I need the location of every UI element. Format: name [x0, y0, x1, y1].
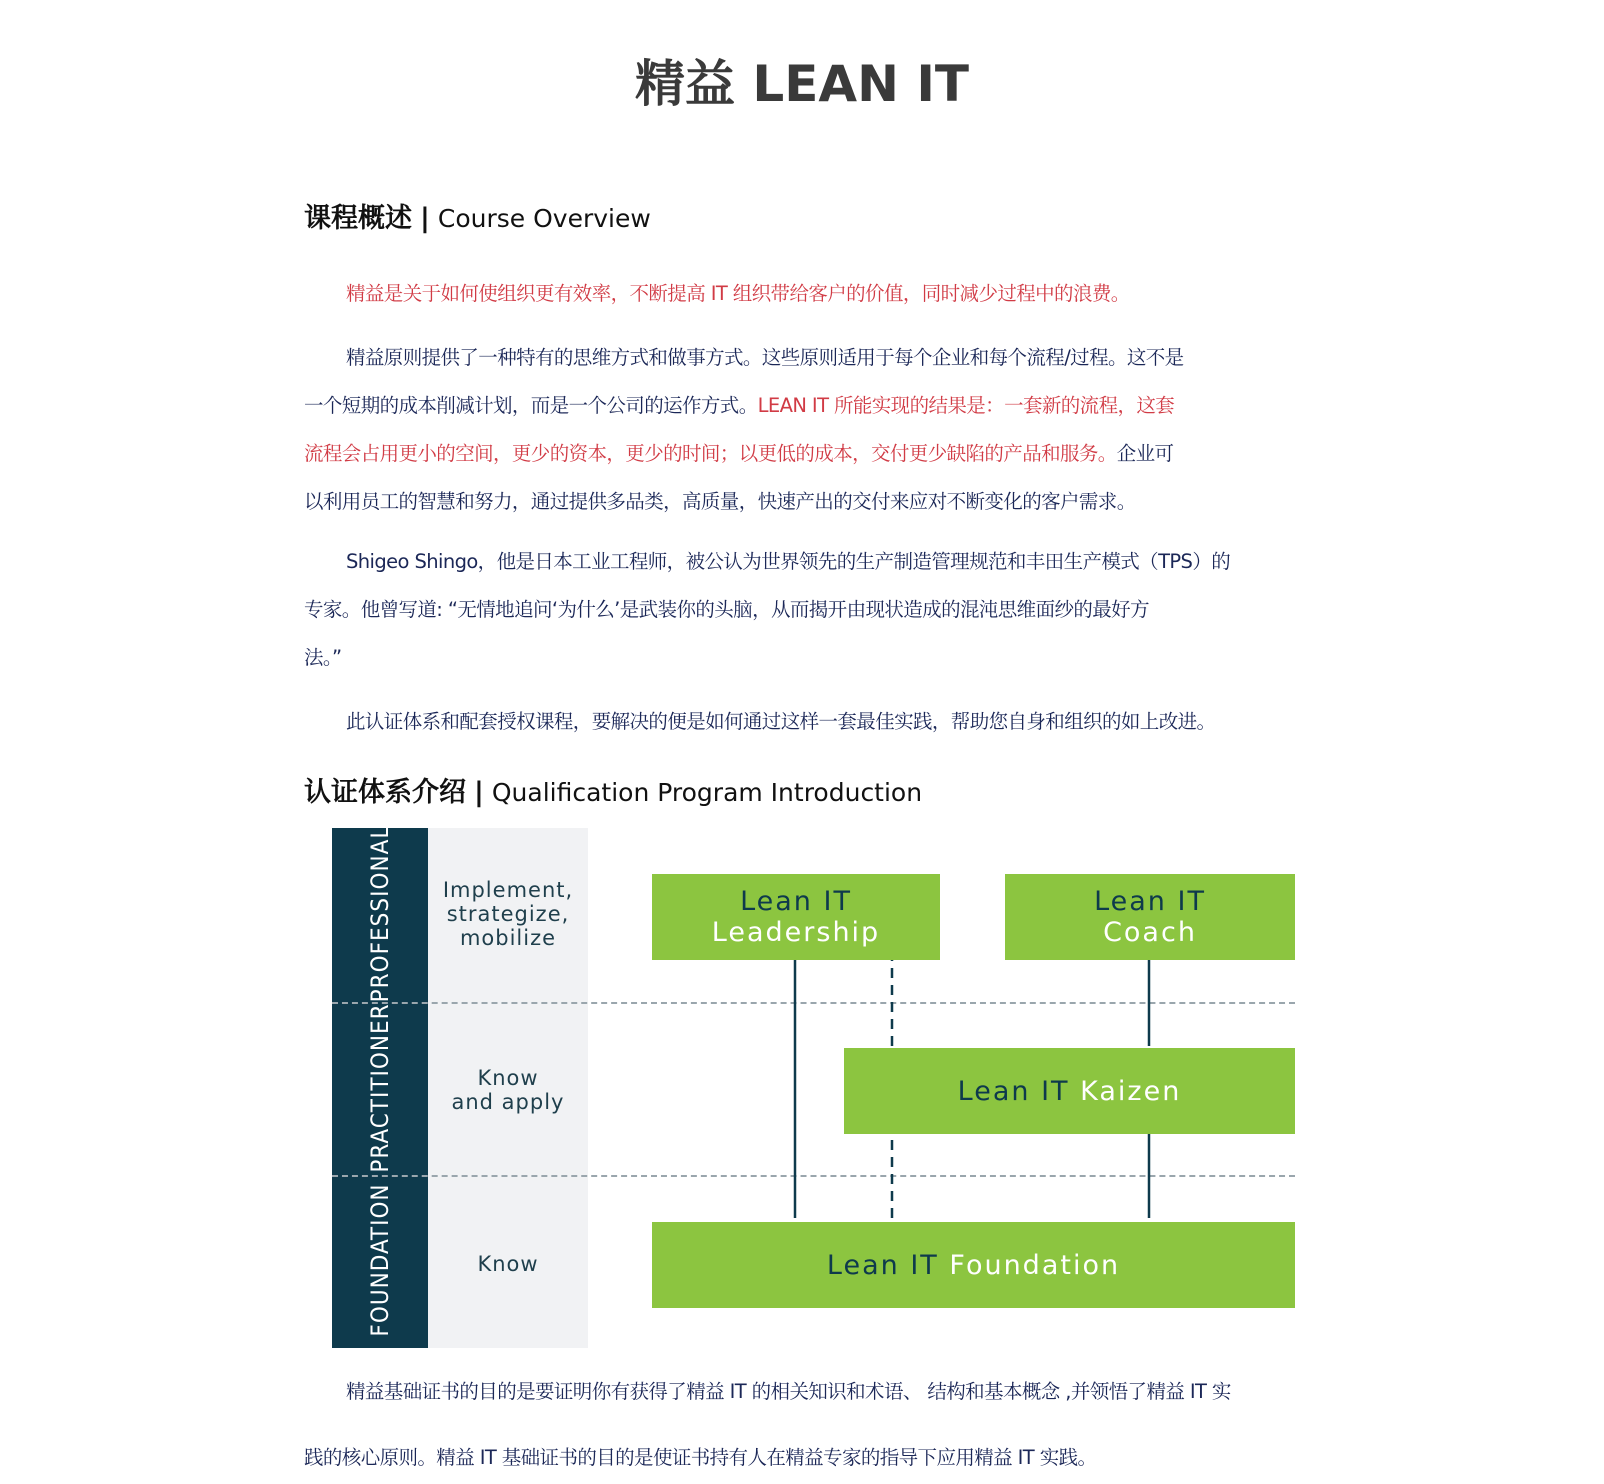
- paragraph-line: [304, 430, 1324, 478]
- paragraph-lean-definition: [304, 270, 1324, 318]
- box-line: Lean IT: [1094, 886, 1206, 917]
- section-heading-separator: |: [420, 203, 430, 234]
- section-heading-separator: |: [474, 777, 484, 808]
- box-line-inline: [652, 1250, 1295, 1281]
- paragraph-line: 专家。他曾写道: “无情地追问‘为什么’是武装你的头脑，从而揭开由现状造成的混沌思维面纱的最好方: [304, 598, 1149, 621]
- section-heading-course-overview: [304, 196, 651, 235]
- section-heading-zh: 认证体系介绍: [304, 777, 466, 808]
- box-lean-it-leadership: [652, 874, 940, 960]
- box-word: Foundation: [949, 1249, 1121, 1281]
- paragraph-line: 法。”: [304, 646, 342, 669]
- box-line: Leadership: [711, 917, 881, 948]
- page-title: 精益 LEAN IT: [634, 55, 970, 113]
- paragraph-shigeo-shingo: [304, 538, 1324, 682]
- paragraph-line: 践的核心原则。精益 IT 基础证书的目的是使证书持有人在精益专家的指导下应用精益 IT 实践。: [304, 1446, 1097, 1469]
- paragraph-line: 精益是关于如何使组织更有效率，不断提高 IT 组织带给客户的价值，同时减少过程中的浪费。: [346, 282, 1130, 305]
- box-lean-it-kaizen: [844, 1048, 1295, 1134]
- box-word: Lean IT: [826, 1249, 939, 1281]
- paragraph-foundation-certificate: [304, 1368, 1324, 1482]
- box-lean-it-coach: [1005, 874, 1295, 960]
- level-label-practitioner: PRACTITIONER: [366, 1003, 394, 1173]
- paragraph-program-purpose: [304, 698, 1324, 746]
- paragraph-line: 此认证体系和配套授权课程，要解决的便是如何通过这样一套最佳实践，帮助您自身和组织的如上改进。: [346, 710, 1216, 733]
- box-line: Coach: [1103, 917, 1197, 948]
- description-line: Know: [477, 1252, 539, 1276]
- highlight-segment: 流程会占用更小的空间，更少的资本，更少的时间；以更低的成本，交付更少缺陷的产品和服务。: [304, 442, 1117, 465]
- description-line: Implement,: [442, 878, 574, 902]
- description-line: Know: [477, 1066, 539, 1090]
- paragraph-lean-principles: [304, 334, 1324, 526]
- description-line: strategize,: [446, 902, 570, 926]
- section-heading-en: Course Overview: [437, 204, 651, 233]
- section-heading-en: Qualification Program Introduction: [491, 778, 923, 807]
- paragraph-line: Shigeo Shingo，他是日本工业工程师，被公认为世界领先的生产制造管理规范和丰田生产模式（TPS）的: [346, 550, 1231, 573]
- box-line: Lean IT: [740, 886, 852, 917]
- box-line-inline: [844, 1076, 1295, 1107]
- description-line: mobilize: [459, 926, 557, 950]
- paragraph-line: 精益基础证书的目的是要证明你有获得了精益 IT 的相关知识和术语、 结构和基本概念 ,并领悟了精益 IT 实: [346, 1380, 1231, 1403]
- paragraph-line: 以利用员工的智慧和努力，通过提供多品类，高质量，快速产出的交付来应对不断变化的客户需求。: [304, 490, 1136, 513]
- paragraph-line: [304, 382, 1324, 430]
- box-lean-it-foundation: [652, 1222, 1295, 1308]
- text-segment: 企业可: [1116, 442, 1174, 465]
- section-heading-qualification: [304, 770, 922, 809]
- paragraph-line: 精益原则提供了一种特有的思维方式和做事方式。这些原则适用于每个企业和每个流程/过程。这不是: [346, 346, 1184, 369]
- text-segment: 一个短期的成本削减计划，而是一个公司的运作方式。: [304, 394, 758, 417]
- description-line: and apply: [451, 1090, 565, 1114]
- highlight-segment: LEAN IT 所能实现的结果是：一套新的流程，这套: [757, 394, 1175, 417]
- section-heading-zh: 课程概述: [304, 203, 412, 234]
- qualification-diagram: [332, 825, 1295, 1348]
- level-label-professional: PROFESSIONAL: [366, 825, 394, 1003]
- level-label-foundation: FOUNDATION: [366, 1183, 394, 1337]
- box-word: Lean IT: [957, 1075, 1070, 1107]
- box-word: Kaizen: [1080, 1075, 1182, 1107]
